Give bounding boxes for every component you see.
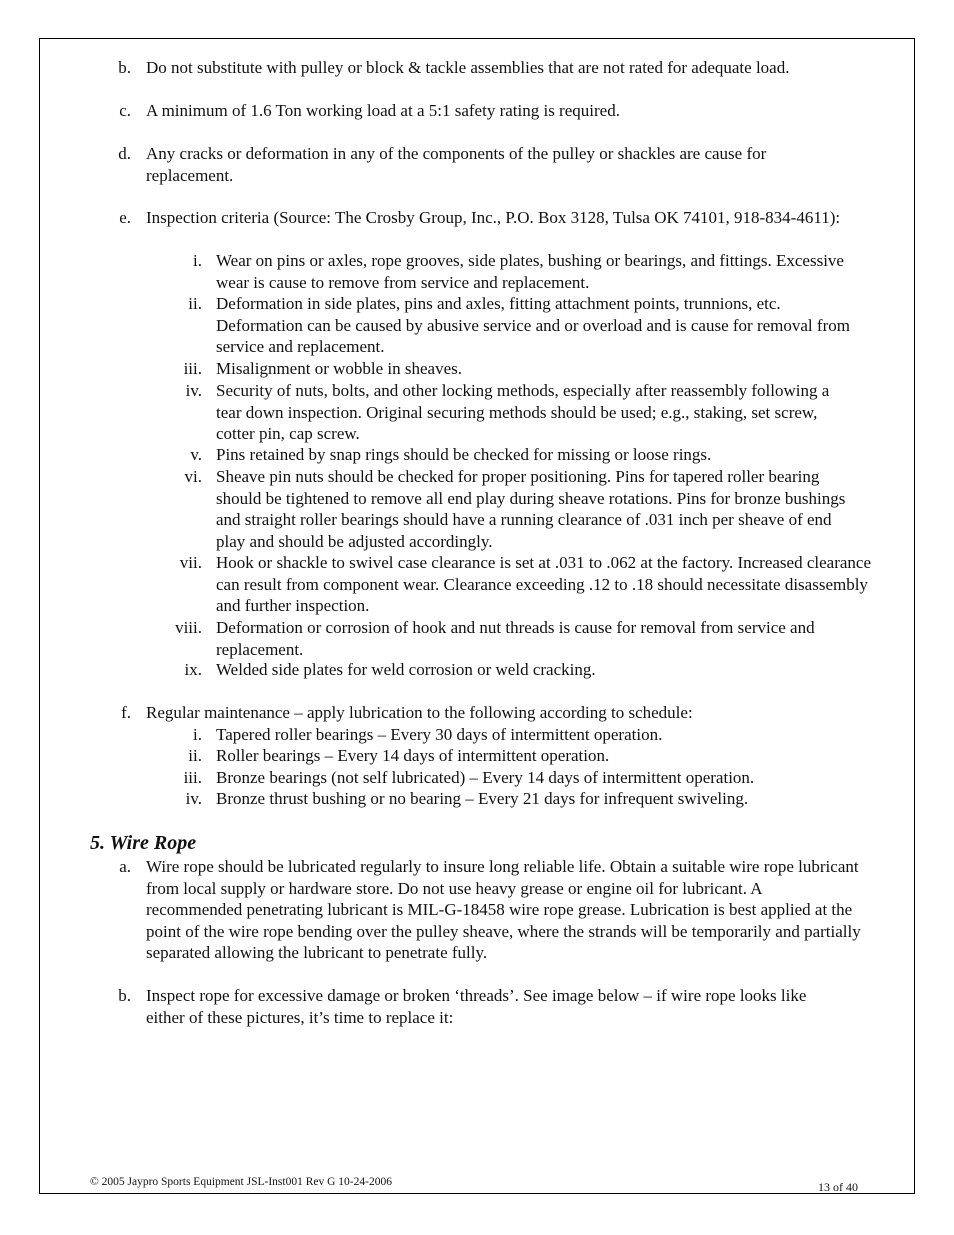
item-text: Welded side plates for weld corrosion or weld cracking. <box>216 660 596 679</box>
item-text: Misalignment or wobble in sheaves. <box>216 359 462 378</box>
item-text: Sheave pin nuts should be checked for proper positioning. Pins for tapered roller bearing should be tightened to remove all end play during sheave rotations. Pins for bronze bushings and straight roller bearings should have a running clearance of .031 inch per sheave of end play and should be adjusted accordingly. <box>216 467 846 551</box>
item-text: Bronze thrust bushing or no bearing – Every 21 days for infrequent swiveling. <box>216 789 749 808</box>
item-text: Do not substitute with pulley or block & tackle assemblies that are not rated for adequate load. <box>146 58 790 77</box>
item-text: Inspection criteria (Source: The Crosby Group, Inc., P.O. Box 3128, Tulsa OK 74101, 918-834-4611): <box>146 208 841 227</box>
item-label: ix. <box>184 660 202 679</box>
item-label: c. <box>119 101 131 120</box>
item-text: A minimum of 1.6 Ton working load at a 5:1 safety rating is required. <box>146 101 620 120</box>
item-label: iv. <box>185 789 202 808</box>
item-label: f. <box>121 703 131 722</box>
page-number: 13 of 40 <box>818 1180 858 1194</box>
item-label: ii. <box>188 294 202 313</box>
item-label: ii. <box>188 746 202 765</box>
section-heading: 5. Wire Rope <box>90 832 197 854</box>
item-label: d. <box>118 144 131 163</box>
item-label: i. <box>193 251 202 270</box>
item-text: Wire rope should be lubricated regularly to insure long reliable life. Obtain a suitable wire rope lubricant from local supply or hardware store. Do not use heavy grease or engine oil for lubricant. A recommended penetrating lubricant is MIL-G-18458 wire rope grease. Lubrication is best applied at the point of the wire rope bending over the pulley sheave, where the strands will be temporarily and partially separated allowing the lubricant to penetrate fully. <box>146 857 861 962</box>
item-text: Wear on pins or axles, rope grooves, side plates, bushing or bearings, and fittings. Excessive wear is cause to remove from service and replacement. <box>216 251 844 292</box>
item-text: Security of nuts, bolts, and other locking methods, especially after reassembly following a tear down inspection. Original securing methods should be used; e.g., staking, set screw, cotter pin, cap screw. <box>216 381 830 443</box>
item-label: b. <box>118 986 131 1005</box>
item-label: vii. <box>179 553 202 572</box>
item-label: iii. <box>183 359 202 378</box>
item-text: Deformation in side plates, pins and axles, fitting attachment points, trunnions, etc. Deformation can be caused by abusive service and or overload and is cause for removal from service and replacement. <box>216 294 850 356</box>
item-text: Roller bearings – Every 14 days of intermittent operation. <box>216 746 610 765</box>
item-label: iii. <box>183 768 202 787</box>
item-text: Any cracks or deformation in any of the components of the pulley or shackles are cause for replacement. <box>146 144 767 185</box>
item-label: a. <box>119 857 131 876</box>
item-label: e. <box>119 208 131 227</box>
item-label: iv. <box>185 381 202 400</box>
item-label: vi. <box>184 467 202 486</box>
item-label: i. <box>193 725 202 744</box>
item-text: Deformation or corrosion of hook and nut threads is cause for removal from service and replacement. <box>216 618 815 659</box>
item-text: Regular maintenance – apply lubrication to the following according to schedule: <box>146 703 693 722</box>
item-text: Bronze bearings (not self lubricated) – Every 14 days of intermittent operation. <box>216 768 755 787</box>
item-label: v. <box>190 445 202 464</box>
item-text: Inspect rope for excessive damage or broken ‘threads’. See image below – if wire rope looks like either of these pictures, it’s time to replace it: <box>146 986 807 1027</box>
item-text: Pins retained by snap rings should be checked for missing or loose rings. <box>216 445 712 464</box>
item-label: viii. <box>175 618 202 637</box>
item-text: Tapered roller bearings – Every 30 days of intermittent operation. <box>216 725 663 744</box>
item-label: b. <box>118 58 131 77</box>
footer-copyright: © 2005 Jaypro Sports Equipment JSL-Inst001 Rev G 10-24-2006 <box>90 1176 392 1188</box>
item-text: Hook or shackle to swivel case clearance is set at .031 to .062 at the factory. Increased clearance can result from component wear. Clearance exceeding .12 to .18 should necessitate disassembly and further inspection. <box>216 553 871 615</box>
